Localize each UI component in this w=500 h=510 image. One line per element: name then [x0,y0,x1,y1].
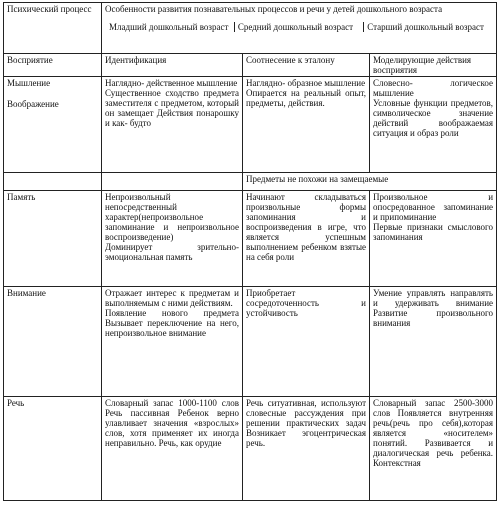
imagination-span-cell [243,172,497,190]
thinking-middle: Наглядно- образное мышление [246,77,366,88]
thinking-junior-cell [102,76,243,172]
thinking-junior: Наглядно- действенное мышление [105,77,238,88]
header-process-cell [4,3,102,54]
header-features: Особенности развития познавательных процессов и речи у детей дошкольного возраста [105,4,443,14]
perception-junior: Идентификация [102,53,243,76]
imagination-span: Предметы не похожи на замещаемые [246,173,389,184]
thinking-label-cell [4,76,102,172]
speech-senior: Словарный запас 2500-3000 слов Появляется внутренняя речь(речь про себя),которая является «носителем» понятий. Развивается и диалогическая речь ребенка. Контекстная [370,396,497,500]
perception-senior: Моделирующие действия восприятия [370,53,497,76]
imagination-junior: Существенное сходство предмета заместителя с предметом, который он замещает Действия понарошку и как- будто [105,87,239,128]
speech-middle: Речь ситуативная, используют словесные рассуждения при решении практических задач Возникает эгоцентрическая речь. [243,396,370,500]
speech-junior: Словарный запас 1000-1100 слов Речь пассивная Ребенок верно улавливает значения «взрослых» слов, хотя применяет их иногда неправильно. Речь, как орудие [102,396,243,500]
memory-junior: Непроизвольный непосредственный характер(непроизвольное запоминание и непроизвольное воспроизведение) [105,191,239,242]
attention-junior-2: Появление нового предмета Вызывает переключение на него, непроизвольное внимание [105,307,239,338]
memory-senior-2: Первые признаки смыслового запоминания [373,221,494,242]
row-perception [4,53,497,76]
header-process: Психический процесс [7,4,92,14]
row-memory [4,190,497,286]
header-row [4,3,497,53]
attention-label: Внимание [4,286,102,396]
attention-junior-cell [102,286,243,396]
memory-middle: Начинают складываться произвольные формы запоминания и воспроизведения в игре, что является успешным выполнением ребенком взятые на себя роли [243,190,370,286]
memory-label: Память [4,190,102,286]
attention-middle: Приобретает сосредоточенность и устойчивость [243,286,370,396]
age-subheader [105,22,493,32]
header-features-cell [102,3,497,53]
memory-senior: Произвольное и опосредованное запоминание и припоминание [373,191,494,222]
perception-middle: Соотнесение к эталону [243,53,370,76]
memory-junior-2: Доминирует зрительно-эмоциональная память [105,241,239,262]
row-speech [4,396,497,500]
imagination-middle: Опирается на реальный опыт, предметы, действия. [246,87,366,108]
thinking-senior-cell [370,76,497,172]
row-attention [4,286,497,396]
thinking-middle-cell [243,76,370,172]
perception-label: Восприятие [4,53,102,76]
imagination-senior: Условные функции предметов, символическое значение действий воображаемая ситуация и образ роли [373,97,494,138]
row-thinking [4,76,497,172]
memory-junior-cell [102,190,243,286]
age-senior: Старший дошкольный возраст [364,22,493,32]
memory-senior-cell [370,190,497,286]
row-imagination-span [4,172,497,190]
attention-senior: Умение управлять направлять и удерживать внимание Развитие произвольного внимания [370,286,497,396]
thinking-senior: Словесно- логическое мышление [373,77,494,98]
speech-label: Речь [4,396,102,500]
development-table [3,2,497,501]
age-junior: Младший дошкольный возраст [109,22,229,32]
imagination-label: Воображение [7,98,59,109]
age-middle: Средний дошкольный возраст [234,22,363,32]
thinking-label: Мышление [7,77,51,88]
attention-junior: Отражает интерес к предметам и выполняемым с ними действиям. [105,287,239,308]
